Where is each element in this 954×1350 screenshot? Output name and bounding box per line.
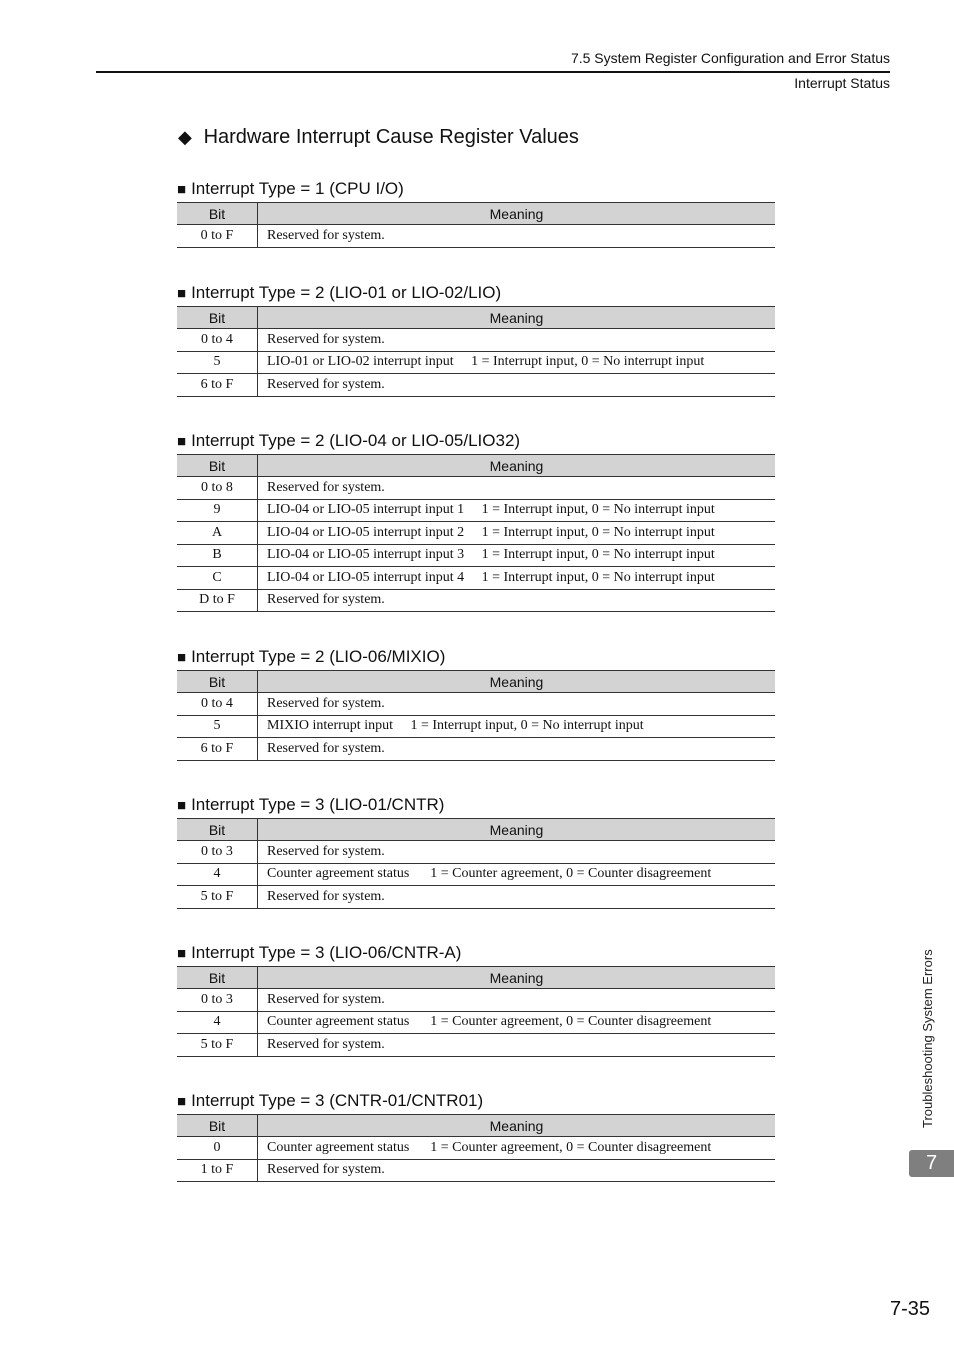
table-row [177, 863, 775, 886]
section-heading [177, 1090, 775, 1112]
table-row [177, 567, 775, 590]
page-number: 7-35 [889, 1298, 930, 1320]
bit-cell: A [177, 522, 258, 545]
bit-cell: 5 to F [177, 886, 258, 909]
bit-cell: 9 [177, 499, 258, 522]
meaning-cell: Reserved for system. [258, 329, 776, 352]
meaning-cell: Counter agreement status 1 = Counter agreement, 0 = Counter disagreement [258, 863, 776, 886]
bit-cell: C [177, 567, 258, 590]
bit-cell: 0 to 4 [177, 329, 258, 352]
section-heading [177, 794, 775, 816]
register-table [177, 818, 775, 909]
register-section [177, 178, 775, 248]
table-row [177, 477, 775, 500]
meaning-cell: Reserved for system. [258, 225, 776, 248]
meaning-cell: Reserved for system. [258, 989, 776, 1012]
column-header-bit: Bit [177, 819, 258, 841]
section-heading-text: Interrupt Type = 2 (LIO-06/MIXIO) [191, 647, 446, 666]
square-bullet-icon: ■ [177, 1093, 187, 1110]
header-rule [96, 71, 890, 73]
register-section [177, 430, 775, 612]
table-row [177, 351, 775, 374]
table-row [177, 522, 775, 545]
section-heading [177, 178, 775, 200]
meaning-cell: Reserved for system. [258, 841, 776, 864]
section-heading-text: Interrupt Type = 3 (LIO-01/CNTR) [191, 795, 445, 814]
meaning-cell: Reserved for system. [258, 1159, 776, 1182]
column-header-bit: Bit [177, 203, 258, 225]
meaning-cell: Reserved for system. [258, 738, 776, 761]
meaning-cell: Counter agreement status 1 = Counter agreement, 0 = Counter disagreement [258, 1011, 776, 1034]
table-row [177, 989, 775, 1012]
meaning-cell: LIO-01 or LIO-02 interrupt input 1 = Interrupt input, 0 = No interrupt input [258, 351, 776, 374]
meaning-cell: Reserved for system. [258, 886, 776, 909]
bit-cell: 4 [177, 1011, 258, 1034]
square-bullet-icon: ■ [177, 285, 187, 302]
register-section [177, 646, 775, 761]
column-header-meaning: Meaning [258, 1115, 776, 1137]
table-row [177, 738, 775, 761]
table-row [177, 841, 775, 864]
header-section-title: 7.5 System Register Configuration and Error Status [570, 50, 890, 66]
bit-cell: 6 to F [177, 738, 258, 761]
register-section [177, 282, 775, 397]
column-header-meaning: Meaning [258, 671, 776, 693]
table-row [177, 544, 775, 567]
side-tab-label: Troubleshooting System Errors [920, 949, 935, 1128]
table-row [177, 499, 775, 522]
table-row [177, 225, 775, 248]
column-header-meaning: Meaning [258, 307, 776, 329]
bit-cell: 1 to F [177, 1159, 258, 1182]
page-title [178, 126, 579, 149]
register-table [177, 966, 775, 1057]
bit-cell: 4 [177, 863, 258, 886]
table-row [177, 1137, 775, 1160]
table-row [177, 715, 775, 738]
meaning-cell: Reserved for system. [258, 1034, 776, 1057]
meaning-cell: LIO-04 or LIO-05 interrupt input 4 1 = Interrupt input, 0 = No interrupt input [258, 567, 776, 590]
bit-cell: 0 to 3 [177, 841, 258, 864]
table-row [177, 886, 775, 909]
bit-cell: 0 to F [177, 225, 258, 248]
section-heading [177, 282, 775, 304]
section-heading [177, 646, 775, 668]
section-heading-text: Interrupt Type = 1 (CPU I/O) [191, 179, 404, 198]
meaning-cell: LIO-04 or LIO-05 interrupt input 1 1 = Interrupt input, 0 = No interrupt input [258, 499, 776, 522]
bit-cell: 0 to 3 [177, 989, 258, 1012]
meaning-cell: Reserved for system. [258, 589, 776, 612]
column-header-bit: Bit [177, 671, 258, 693]
register-section [177, 942, 775, 1057]
bit-cell: 0 to 8 [177, 477, 258, 500]
bit-cell: D to F [177, 589, 258, 612]
table-row [177, 589, 775, 612]
square-bullet-icon: ■ [177, 797, 187, 814]
register-table [177, 202, 775, 248]
table-row [177, 329, 775, 352]
bit-cell: 5 to F [177, 1034, 258, 1057]
bit-cell: 6 to F [177, 374, 258, 397]
column-header-meaning: Meaning [258, 455, 776, 477]
table-row [177, 374, 775, 397]
bit-cell: 0 [177, 1137, 258, 1160]
section-heading-text: Interrupt Type = 3 (LIO-06/CNTR-A) [191, 943, 462, 962]
header-subsection-title: Interrupt Status [794, 75, 890, 91]
meaning-cell: Reserved for system. [258, 693, 776, 716]
column-header-meaning: Meaning [258, 967, 776, 989]
column-header-meaning: Meaning [258, 203, 776, 225]
register-section [177, 1090, 775, 1182]
section-heading-text: Interrupt Type = 2 (LIO-04 or LIO-05/LIO32) [191, 431, 521, 450]
meaning-cell: LIO-04 or LIO-05 interrupt input 3 1 = Interrupt input, 0 = No interrupt input [258, 544, 776, 567]
square-bullet-icon: ■ [177, 181, 187, 198]
diamond-bullet-icon: ◆ [178, 127, 192, 147]
bit-cell: 0 to 4 [177, 693, 258, 716]
column-header-bit: Bit [177, 1115, 258, 1137]
register-section [177, 794, 775, 909]
table-row [177, 1011, 775, 1034]
column-header-bit: Bit [177, 307, 258, 329]
column-header-meaning: Meaning [258, 819, 776, 841]
bit-cell: B [177, 544, 258, 567]
meaning-cell: MIXIO interrupt input 1 = Interrupt input, 0 = No interrupt input [258, 715, 776, 738]
section-heading-text: Interrupt Type = 2 (LIO-01 or LIO-02/LIO) [191, 283, 502, 302]
square-bullet-icon: ■ [177, 433, 187, 450]
meaning-cell: LIO-04 or LIO-05 interrupt input 2 1 = Interrupt input, 0 = No interrupt input [258, 522, 776, 545]
column-header-bit: Bit [177, 455, 258, 477]
chapter-tab: 7 [909, 1150, 954, 1177]
register-table [177, 670, 775, 761]
bit-cell: 5 [177, 351, 258, 374]
register-table [177, 454, 775, 612]
column-header-bit: Bit [177, 967, 258, 989]
bit-cell: 5 [177, 715, 258, 738]
meaning-cell: Reserved for system. [258, 477, 776, 500]
meaning-cell: Counter agreement status 1 = Counter agreement, 0 = Counter disagreement [258, 1137, 776, 1160]
section-heading-text: Interrupt Type = 3 (CNTR-01/CNTR01) [191, 1091, 484, 1110]
meaning-cell: Reserved for system. [258, 374, 776, 397]
section-heading [177, 942, 775, 964]
page-title-text: Hardware Interrupt Cause Register Values [203, 126, 579, 148]
register-table [177, 1114, 775, 1182]
square-bullet-icon: ■ [177, 945, 187, 962]
square-bullet-icon: ■ [177, 649, 187, 666]
table-row [177, 1034, 775, 1057]
register-table [177, 306, 775, 397]
table-row [177, 1159, 775, 1182]
table-row [177, 693, 775, 716]
section-heading [177, 430, 775, 452]
